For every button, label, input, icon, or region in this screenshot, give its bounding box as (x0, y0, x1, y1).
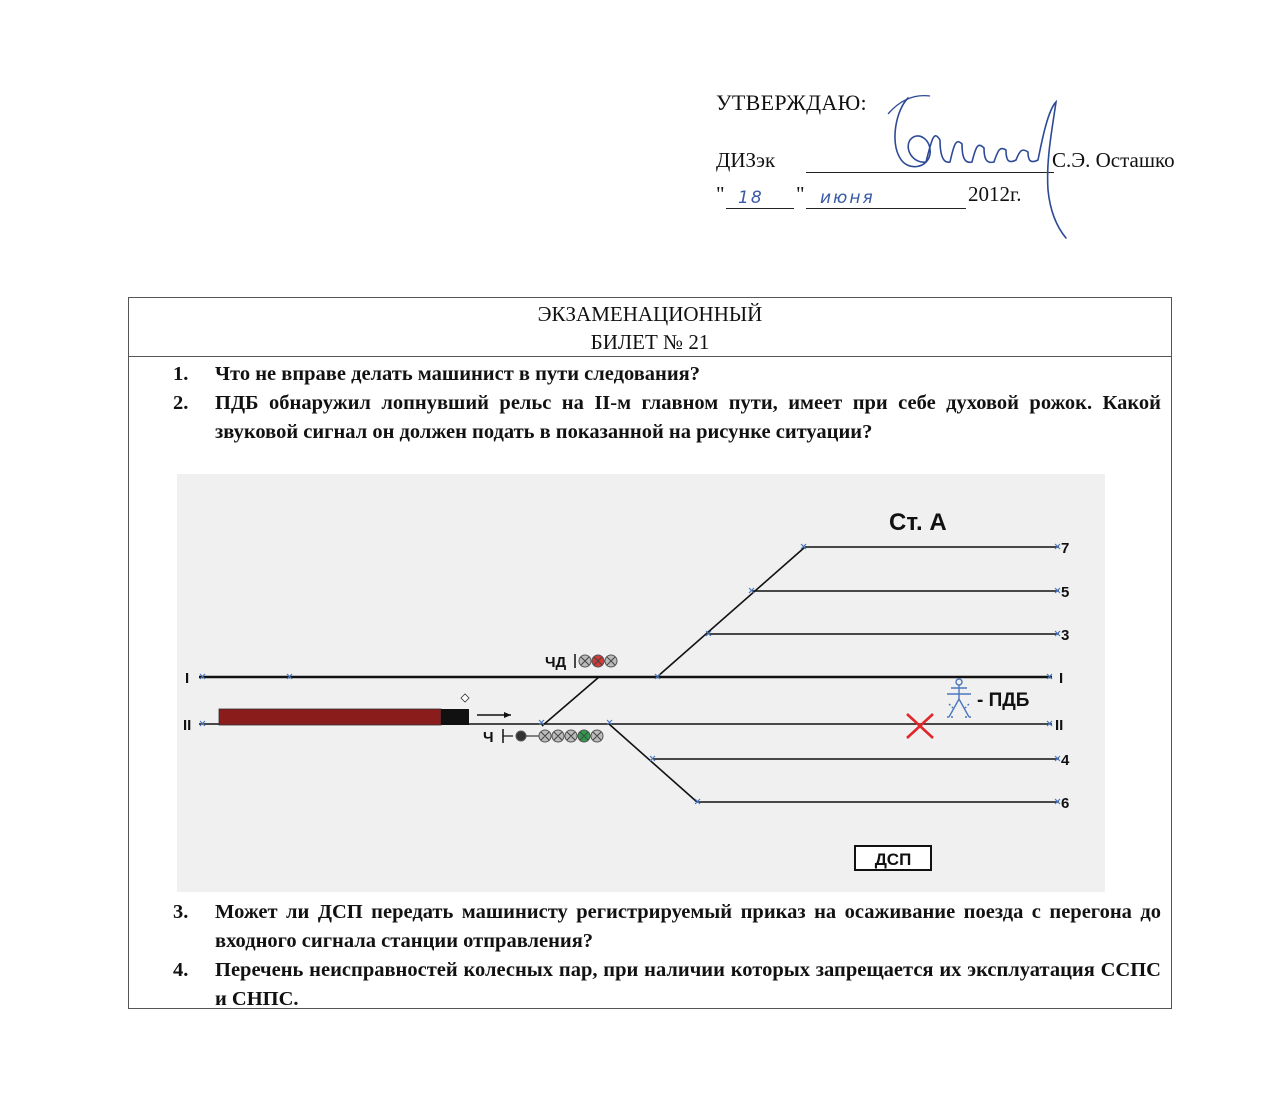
question-1 (173, 360, 1161, 389)
question-text: ПДБ обнаружил лопнувший рельс на II-м главном пути, имеет при себе духовой рожок. Какой звуковой сигнал он должен подать в показанной на рисунке ситуации? (215, 392, 1161, 443)
station-label: Ст. А (889, 509, 947, 536)
train-wagons (219, 709, 441, 725)
track-label-5: 5 (1061, 584, 1070, 601)
quote-open: " (716, 182, 725, 206)
ticket-heading (129, 298, 1171, 357)
signal-chd-label: ЧД (545, 654, 567, 671)
track-label-6: 6 (1061, 795, 1070, 812)
question-number: 4. (173, 959, 189, 981)
track-label-3: 3 (1061, 627, 1070, 644)
locomotive-headlight (461, 694, 469, 702)
question-4 (173, 956, 1161, 1014)
day-line (726, 208, 794, 209)
question-2 (173, 389, 1161, 447)
question-number: 3. (173, 901, 189, 923)
dsp-label: ДСП (874, 850, 912, 869)
signal-chd-lights (579, 655, 617, 667)
quote-close: " (796, 182, 805, 206)
signal-ch-lights (516, 730, 603, 742)
switch-line (609, 724, 697, 802)
date-year: 2012г. (968, 182, 1022, 206)
approver-name: С.Э. Осташко (1052, 148, 1175, 172)
date-day: 18 (738, 188, 764, 208)
question-text: Перечень неисправностей колесных пар, при наличии которых запрещается их эксплуатация ССПС и СНПС. (215, 959, 1161, 1010)
signal-ch-label: Ч (483, 729, 494, 746)
question-number: 2. (173, 392, 189, 414)
question-3 (173, 898, 1161, 956)
track-label-II: II (1055, 717, 1064, 734)
question-text: Может ли ДСП передать машинисту регистрируемый приказ на осаживание поезда с перегона до входного сигнала станции отправления? (215, 901, 1161, 952)
handwritten-signature (870, 80, 1080, 240)
heading-line-1: ЭКЗАМЕНАЦИОННЫЙ (537, 302, 763, 326)
track-label-7: 7 (1061, 540, 1070, 557)
approver-position: ДИЗэк (716, 148, 776, 172)
approval-title: УТВЕРЖДАЮ: (716, 90, 867, 115)
arrow-head-icon (504, 712, 511, 718)
heading-line-2: БИЛЕТ № 21 (590, 330, 710, 354)
date-month: июня (820, 188, 875, 208)
track-label-left-II: II (183, 717, 192, 734)
broken-rail-mark (907, 714, 933, 738)
track-diagram (177, 474, 1105, 892)
pdb-label: - ПДБ (977, 690, 1030, 711)
track-label-4: 4 (1061, 752, 1070, 769)
question-text: Что не вправе делать машинист в пути следования? (215, 363, 701, 385)
locomotive (441, 709, 469, 725)
track-label-left-I: I (185, 670, 190, 687)
switch-line (657, 547, 805, 677)
joint-markers (200, 544, 1060, 804)
exam-ticket (128, 297, 1172, 1009)
switch-line (542, 677, 599, 726)
question-number: 1. (173, 363, 189, 385)
pdb-worker-icon (947, 679, 971, 717)
track-label-I: I (1059, 670, 1064, 687)
